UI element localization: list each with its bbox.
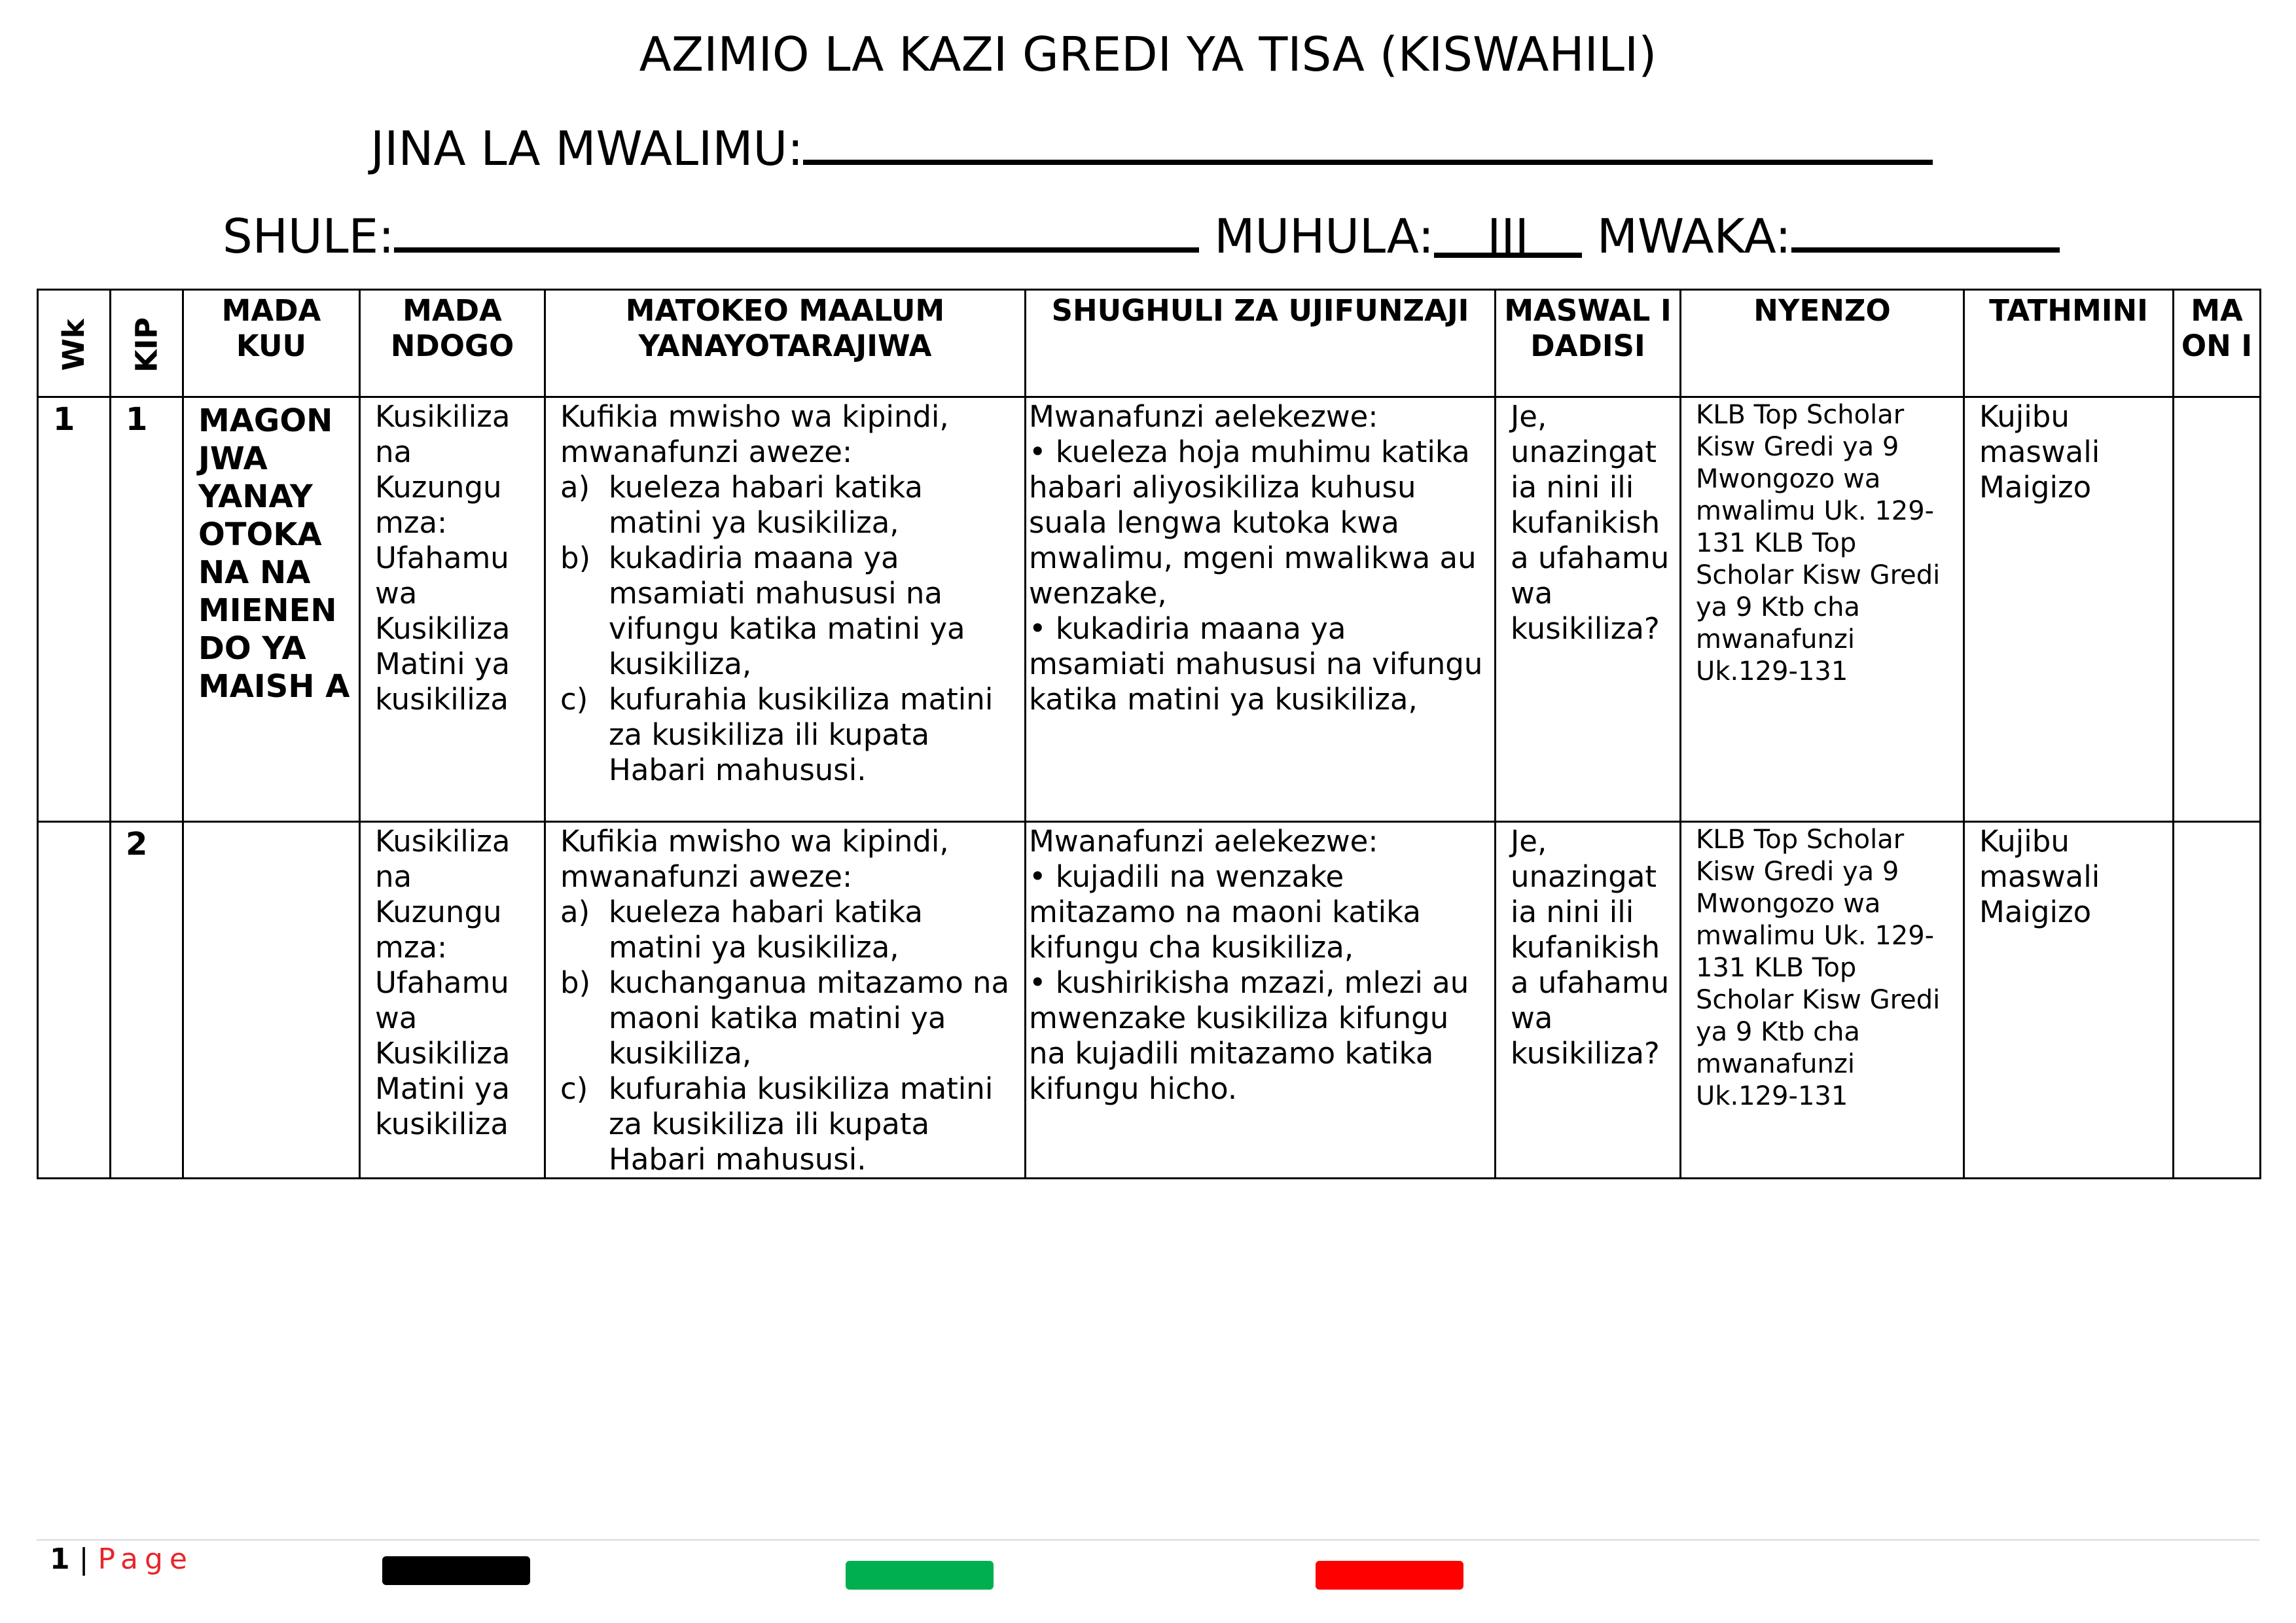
header-maoni: MA ON I — [2174, 290, 2261, 397]
page-number: 1 — [50, 1543, 70, 1576]
table-header-row — [38, 290, 2261, 397]
cell-matokeo — [545, 822, 1026, 1179]
footer-green-bar — [846, 1561, 994, 1590]
cell-maswali: Je, unazingat ia nini ili kufanikish a ufahamu wa kusikiliza? — [1496, 397, 1681, 822]
matokeo-item: c) kufurahia kusikiliza matini za kusikiliza ili kupata Habari mahususi. — [560, 682, 994, 787]
matokeo-item: a) kueleza habari katika matini ya kusikiliza, — [560, 470, 923, 540]
teacher-name-line — [370, 114, 1933, 178]
scheme-of-work-table — [37, 289, 2261, 1179]
cell-nyenzo: KLB Top Scholar Kisw Gredi ya 9 Mwongozo wa mwalimu Uk. 129-131 KLB Top Scholar Kisw Gredi ya 9 Ktb cha mwanafunzi Uk.129-131 — [1681, 822, 1964, 1179]
cell-nyenzo: KLB Top Scholar Kisw Gredi ya 9 Mwongozo wa mwalimu Uk. 129-131 KLB Top Scholar Kisw Gredi ya 9 Ktb cha mwanafunzi Uk.129-131 — [1681, 397, 1964, 822]
shughuli-intro: Mwanafunzi aelekezwe: — [1029, 399, 1378, 434]
cell-kip: 2 — [111, 822, 183, 1179]
matokeo-intro: Kufikia mwisho wa kipindi, mwanafunzi aweze: — [560, 399, 949, 469]
header-wk: Wk — [38, 290, 111, 397]
matokeo-list — [560, 470, 1019, 788]
teacher-name-label: JINA LA MWALIMU: — [370, 121, 804, 176]
footer-separator: | — [79, 1543, 89, 1576]
matokeo-intro: Kufikia mwisho wa kipindi, mwanafunzi aweze: — [560, 824, 949, 894]
cell-wk: 1 — [38, 397, 111, 822]
cell-maoni[interactable] — [2174, 397, 2261, 822]
shughuli-item: • kushirikisha mzazi, mlezi au mwenzake kusikiliza kifungu na kujadili mitazamo katika kifungu hicho. — [1029, 965, 1469, 1106]
year-label: MWAKA: — [1596, 209, 1791, 264]
matokeo-item: b) kukadiria maana ya msamiati mahususi na vifungu katika matini ya kusikiliza, — [560, 541, 965, 681]
cell-matokeo — [545, 397, 1026, 822]
shughuli-item: • kueleza hoja muhimu katika habari aliyosikiliza kuhusu suala lengwa kutoka kwa mwalimu, mgeni mwalikwa au wenzake, — [1029, 435, 1477, 611]
shughuli-intro: Mwanafunzi aelekezwe: — [1029, 824, 1378, 859]
footer-red-bar — [1316, 1561, 1463, 1590]
table-row — [38, 822, 2261, 1179]
cell-mada-kuu: MAGON JWA YANAY OTOKA NA NA MIENEN DO YA MAISH A — [183, 397, 360, 822]
term-label: MUHULA: — [1214, 209, 1434, 264]
cell-tathmini: Kujibu maswali Maigizo — [1964, 822, 2174, 1179]
cell-tathmini: Kujibu maswali Maigizo — [1964, 397, 2174, 822]
header-matokeo: MATOKEO MAALUM YANAYOTARAJIWA — [545, 290, 1026, 397]
footer-black-bar — [382, 1556, 530, 1585]
school-term-year-line — [223, 202, 2060, 266]
table-row — [38, 397, 2261, 822]
cell-mada-ndogo: Kusikiliza na Kuzungu mza: Ufahamu wa Kusikiliza Matini ya kusikiliza — [360, 822, 545, 1179]
header-kip: KIP — [111, 290, 183, 397]
teacher-name-blank[interactable] — [803, 114, 1933, 165]
cell-shughuli — [1026, 397, 1496, 822]
cell-kip: 1 — [111, 397, 183, 822]
term-value: III — [1434, 207, 1582, 258]
document-title: AZIMIO LA KAZI GREDI YA TISA (KISWAHILI) — [639, 27, 1657, 82]
cell-mada-ndogo: Kusikiliza na Kuzungu mza: Ufahamu wa Kusikiliza Matini ya kusikiliza — [360, 397, 545, 822]
header-tathmini: TATHMINI — [1964, 290, 2174, 397]
matokeo-list — [560, 895, 1019, 1177]
cell-shughuli — [1026, 822, 1496, 1179]
page-footer — [50, 1541, 194, 1578]
school-blank[interactable] — [394, 202, 1199, 253]
cell-maoni[interactable] — [2174, 822, 2261, 1179]
matokeo-item: c) kufurahia kusikiliza matini za kusikiliza ili kupata Habari mahususi. — [560, 1071, 994, 1177]
school-label: SHULE: — [223, 209, 395, 264]
shughuli-item: • kukadiria maana ya msamiati mahususi na vifungu katika matini ya kusikiliza, — [1029, 611, 1483, 717]
header-shughuli: SHUGHULI ZA UJIFUNZAJI — [1026, 290, 1496, 397]
year-blank[interactable] — [1791, 202, 2060, 253]
page-word: Page — [98, 1543, 194, 1576]
header-nyenzo: NYENZO — [1681, 290, 1964, 397]
matokeo-item: b) kuchanganua mitazamo na maoni katika matini ya kusikiliza, — [560, 965, 1010, 1071]
cell-maswali: Je, unazingat ia nini ili kufanikish a ufahamu wa kusikiliza? — [1496, 822, 1681, 1179]
header-maswali: MASWAL I DADISI — [1496, 290, 1681, 397]
header-mada-ndogo: MADA NDOGO — [360, 290, 545, 397]
shughuli-item: • kujadili na wenzake mitazamo na maoni katika kifungu cha kusikiliza, — [1029, 859, 1421, 965]
footer-divider — [37, 1539, 2259, 1541]
cell-mada-kuu — [183, 822, 360, 1179]
cell-wk — [38, 822, 111, 1179]
matokeo-item: a) kueleza habari katika matini ya kusikiliza, — [560, 895, 923, 965]
header-mada-kuu: MADA KUU — [183, 290, 360, 397]
